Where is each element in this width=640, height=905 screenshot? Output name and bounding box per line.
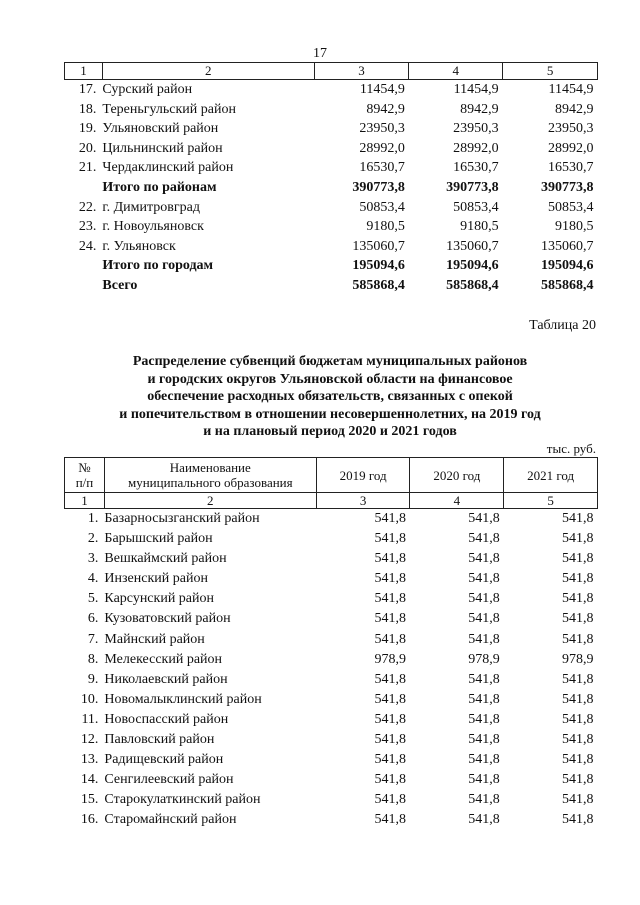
row-name: Майнский район bbox=[104, 631, 205, 647]
value-2021: 541,8 bbox=[562, 772, 594, 788]
value-2021: 28992,0 bbox=[548, 140, 594, 156]
row-name: Радищевский район bbox=[104, 752, 224, 768]
value-2020: 541,8 bbox=[468, 732, 500, 748]
value-2020: 11454,9 bbox=[453, 82, 499, 97]
column-number: 1 bbox=[65, 493, 105, 509]
value-2021: 541,8 bbox=[562, 691, 594, 707]
table-row bbox=[65, 237, 598, 257]
value-2019: 541,8 bbox=[374, 792, 406, 808]
value-2020: 541,8 bbox=[468, 812, 500, 828]
table-row bbox=[65, 730, 598, 750]
row-name: Вешкаймский район bbox=[104, 551, 227, 567]
row-name: Старокулаткинский район bbox=[104, 792, 261, 808]
value-2021: 541,8 bbox=[562, 711, 594, 727]
table-row bbox=[65, 158, 598, 178]
table-row bbox=[65, 80, 598, 100]
table-row bbox=[65, 217, 598, 237]
column-number: 2 bbox=[104, 493, 316, 509]
row-number: 16. bbox=[80, 812, 99, 828]
value-2020: 50853,4 bbox=[453, 199, 499, 215]
row-number: 24. bbox=[78, 238, 97, 254]
table-row bbox=[65, 690, 598, 710]
value-2019: 541,8 bbox=[374, 772, 406, 788]
table-label: Таблица 20 bbox=[529, 318, 596, 333]
row-name: Барышский район bbox=[104, 531, 213, 547]
table-row bbox=[65, 790, 598, 810]
column-number: 3 bbox=[314, 63, 409, 80]
column-number: 1 bbox=[65, 63, 103, 80]
table-row bbox=[65, 509, 598, 530]
row-number: 11. bbox=[81, 711, 99, 727]
value-2019: 11454,9 bbox=[359, 82, 405, 97]
table-row bbox=[65, 178, 598, 198]
table-row bbox=[65, 670, 598, 690]
row-name: Цильнинский район bbox=[102, 140, 223, 156]
value-2021: 390773,8 bbox=[541, 179, 594, 195]
header-2020: 2020 год bbox=[410, 458, 504, 493]
row-number: 18. bbox=[78, 101, 97, 117]
value-2019: 135060,7 bbox=[352, 238, 405, 254]
row-number: 8. bbox=[87, 651, 99, 667]
table-row bbox=[65, 810, 598, 830]
column-number-row bbox=[65, 493, 598, 509]
row-name: Итого по районам bbox=[102, 179, 217, 195]
value-2019: 390773,8 bbox=[352, 179, 405, 195]
title-line: и попечительством в отношении несовершеннолетних, на 2019 год bbox=[119, 406, 541, 422]
table-row bbox=[65, 100, 598, 120]
value-2021: 16530,7 bbox=[548, 160, 594, 176]
table-row bbox=[65, 750, 598, 770]
value-2019: 23950,3 bbox=[359, 121, 405, 137]
value-2019: 50853,4 bbox=[359, 199, 405, 215]
value-2021: 195094,6 bbox=[541, 258, 594, 274]
table-row bbox=[65, 549, 598, 569]
row-number: 1. bbox=[87, 511, 99, 526]
value-2019: 195094,6 bbox=[352, 258, 405, 274]
row-number: 13. bbox=[80, 752, 99, 768]
column-number: 2 bbox=[102, 63, 314, 80]
value-2020: 541,8 bbox=[468, 611, 500, 627]
row-name: Тереньгульский район bbox=[102, 101, 236, 117]
table-row bbox=[65, 609, 598, 629]
table-row bbox=[65, 650, 598, 670]
row-name: Николаевский район bbox=[104, 671, 228, 687]
value-2020: 8942,9 bbox=[460, 101, 499, 117]
value-2020: 541,8 bbox=[468, 511, 500, 526]
unit-label: тыс. руб. bbox=[546, 441, 596, 456]
value-2021: 9180,5 bbox=[555, 219, 594, 235]
row-name: Всего bbox=[102, 277, 138, 293]
value-2020: 23950,3 bbox=[453, 121, 499, 137]
value-2020: 16530,7 bbox=[453, 160, 499, 176]
value-2020: 541,8 bbox=[468, 531, 500, 547]
value-2019: 978,9 bbox=[374, 651, 406, 667]
page-number: 17 bbox=[313, 46, 327, 61]
value-2019: 541,8 bbox=[374, 752, 406, 768]
value-2021: 541,8 bbox=[562, 792, 594, 808]
value-2020: 541,8 bbox=[468, 671, 500, 687]
row-name: Базарносызганский район bbox=[104, 511, 260, 526]
row-name: Мелекесский район bbox=[104, 651, 223, 667]
value-2020: 541,8 bbox=[468, 772, 500, 788]
table-row bbox=[65, 276, 598, 296]
header-2019: 2019 год bbox=[316, 458, 410, 493]
value-2019: 541,8 bbox=[374, 551, 406, 567]
row-number: 2. bbox=[87, 531, 99, 547]
row-number: 23. bbox=[78, 219, 97, 235]
table-row bbox=[65, 630, 598, 650]
value-2019: 541,8 bbox=[374, 711, 406, 727]
value-2020: 28992,0 bbox=[453, 140, 499, 156]
row-name: г. Новоульяновск bbox=[102, 219, 204, 235]
row-number: 10. bbox=[80, 691, 99, 707]
value-2019: 541,8 bbox=[374, 812, 406, 828]
value-2021: 585868,4 bbox=[541, 277, 594, 293]
table-row bbox=[65, 119, 598, 139]
value-2020: 585868,4 bbox=[446, 277, 499, 293]
row-number: 15. bbox=[80, 792, 99, 808]
value-2020: 541,8 bbox=[468, 571, 500, 587]
header-num bbox=[65, 458, 105, 493]
row-name: Чердаклинский район bbox=[102, 160, 234, 176]
value-2021: 135060,7 bbox=[541, 238, 594, 254]
table-row bbox=[65, 770, 598, 790]
row-name: Новомалыклинский район bbox=[104, 691, 262, 707]
row-name: Кузоватовский район bbox=[104, 611, 231, 627]
row-name: г. Ульяновск bbox=[102, 238, 176, 254]
value-2020: 541,8 bbox=[468, 691, 500, 707]
value-2020: 195094,6 bbox=[446, 258, 499, 274]
header-row bbox=[65, 458, 598, 493]
title-line: и на плановый период 2020 и 2021 годов bbox=[203, 424, 457, 439]
table-row bbox=[65, 529, 598, 549]
row-number: 22. bbox=[78, 199, 97, 215]
value-2019: 541,8 bbox=[374, 631, 406, 647]
row-number: 6. bbox=[87, 611, 99, 627]
value-2020: 541,8 bbox=[468, 752, 500, 768]
header-name-line: муниципального образования bbox=[128, 475, 293, 490]
value-2021: 541,8 bbox=[562, 611, 594, 627]
value-2021: 541,8 bbox=[562, 671, 594, 687]
header-num-line: № bbox=[78, 460, 91, 475]
value-2019: 541,8 bbox=[374, 611, 406, 627]
value-2020: 541,8 bbox=[468, 591, 500, 607]
value-2019: 541,8 bbox=[374, 591, 406, 607]
value-2021: 541,8 bbox=[562, 511, 594, 526]
value-2020: 390773,8 bbox=[446, 179, 499, 195]
column-number: 4 bbox=[410, 493, 504, 509]
value-2020: 9180,5 bbox=[460, 219, 499, 235]
row-number: 12. bbox=[80, 732, 99, 748]
row-number: 5. bbox=[87, 591, 99, 607]
value-2019: 541,8 bbox=[374, 571, 406, 587]
value-2019: 541,8 bbox=[374, 671, 406, 687]
value-2019: 541,8 bbox=[374, 732, 406, 748]
row-number bbox=[65, 256, 103, 276]
column-number: 4 bbox=[409, 63, 503, 80]
row-number bbox=[65, 178, 103, 198]
table-row bbox=[65, 569, 598, 589]
column-number: 5 bbox=[503, 63, 598, 80]
value-2019: 541,8 bbox=[374, 691, 406, 707]
header-num-line: п/п bbox=[75, 475, 94, 490]
title-line: и городских округов Ульяновской области на финансовое bbox=[147, 371, 513, 387]
value-2021: 541,8 bbox=[562, 631, 594, 647]
row-name: Итого по городам bbox=[102, 258, 214, 274]
table-title bbox=[60, 353, 600, 441]
value-2021: 978,9 bbox=[562, 651, 594, 667]
value-2021: 541,8 bbox=[562, 752, 594, 768]
value-2019: 541,8 bbox=[374, 511, 406, 526]
row-name: Новоспасский район bbox=[104, 711, 229, 727]
value-2020: 541,8 bbox=[468, 711, 500, 727]
row-number: 19. bbox=[78, 121, 97, 137]
value-2020: 978,9 bbox=[468, 651, 500, 667]
row-name: Инзенский район bbox=[104, 571, 208, 587]
row-number: 7. bbox=[87, 631, 99, 647]
value-2021: 541,8 bbox=[562, 551, 594, 567]
value-2021: 541,8 bbox=[562, 531, 594, 547]
value-2019: 585868,4 bbox=[352, 277, 405, 293]
subvention-table bbox=[64, 457, 598, 831]
value-2019: 16530,7 bbox=[359, 160, 405, 176]
value-2021: 541,8 bbox=[562, 732, 594, 748]
value-2020: 541,8 bbox=[468, 631, 500, 647]
title-line: обеспечение расходных обязательств, связанных с опекой bbox=[147, 389, 513, 404]
value-2021: 11454,9 bbox=[548, 82, 594, 97]
value-2021: 50853,4 bbox=[548, 199, 594, 215]
value-2020: 541,8 bbox=[468, 792, 500, 808]
row-name: Сурский район bbox=[102, 82, 193, 97]
value-2020: 135060,7 bbox=[446, 238, 499, 254]
header-2021: 2021 год bbox=[504, 458, 598, 493]
row-number bbox=[65, 276, 103, 296]
row-number: 4. bbox=[87, 571, 99, 587]
value-2021: 541,8 bbox=[562, 591, 594, 607]
table-row bbox=[65, 139, 598, 159]
row-name: Павловский район bbox=[104, 732, 215, 748]
row-number: 21. bbox=[78, 160, 97, 176]
row-name: Карсунский район bbox=[104, 591, 215, 607]
table-row bbox=[65, 256, 598, 276]
value-2021: 23950,3 bbox=[548, 121, 594, 137]
row-name: Сенгилеевский район bbox=[104, 772, 234, 788]
value-2020: 541,8 bbox=[468, 551, 500, 567]
value-2021: 8942,9 bbox=[555, 101, 594, 117]
allocation-table-continued bbox=[64, 62, 598, 296]
row-number: 17. bbox=[78, 82, 97, 97]
value-2019: 541,8 bbox=[374, 531, 406, 547]
value-2019: 9180,5 bbox=[366, 219, 405, 235]
row-name: Старомайнский район bbox=[104, 812, 237, 828]
value-2019: 28992,0 bbox=[359, 140, 405, 156]
column-number: 3 bbox=[316, 493, 410, 509]
value-2021: 541,8 bbox=[562, 812, 594, 828]
row-number: 14. bbox=[80, 772, 99, 788]
row-number: 20. bbox=[78, 140, 97, 156]
row-number: 9. bbox=[87, 671, 99, 687]
title-line: Распределение субвенций бюджетам муниципальных районов bbox=[132, 354, 528, 369]
column-number: 5 bbox=[504, 493, 598, 509]
row-name: г. Димитровград bbox=[102, 199, 200, 215]
table-row bbox=[65, 589, 598, 609]
value-2019: 8942,9 bbox=[366, 101, 405, 117]
value-2021: 541,8 bbox=[562, 571, 594, 587]
table-row bbox=[65, 198, 598, 218]
row-number: 3. bbox=[87, 551, 99, 567]
column-number-row bbox=[65, 63, 598, 80]
table-row bbox=[65, 710, 598, 730]
header-name bbox=[104, 458, 316, 493]
header-name-line: Наименование bbox=[169, 460, 251, 475]
row-name: Ульяновский район bbox=[102, 121, 219, 137]
